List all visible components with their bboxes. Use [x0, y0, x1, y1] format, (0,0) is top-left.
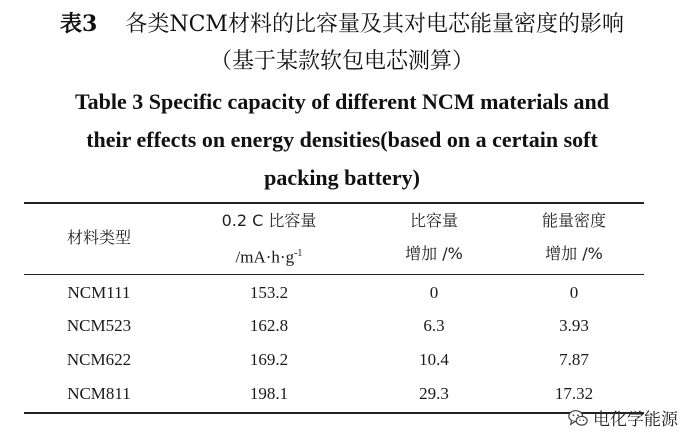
table-row-3-increase: 10.4	[419, 350, 449, 369]
table-header-rule	[24, 274, 644, 275]
caption-en-line3: packing battery)	[264, 165, 420, 190]
caption-cn-title: 各类NCM材料的比容量及其对电芯能量密度的影响	[125, 12, 624, 37]
table-row-4-material: NCM811	[67, 384, 131, 403]
table-bottom-rule	[24, 412, 644, 414]
caption-en-line2: their effects on energy densities(based on a certain soft	[86, 127, 598, 152]
table-row-2-density: 3.93	[559, 316, 589, 335]
header-increase-line1: 比容量	[409, 211, 458, 230]
table-row-3-capacity: 169.2	[249, 350, 289, 369]
header-capacity-unit: /mA·h·g	[235, 247, 295, 267]
table-row-2-material: NCM523	[66, 316, 132, 335]
header-density-line1: 能量密度	[541, 211, 606, 230]
caption-cn-line1	[0, 10, 684, 39]
table-top-rule	[24, 202, 644, 204]
table-row-2-increase: 6.3	[423, 316, 445, 335]
caption-cn-line2: （基于某款软包电芯测算）	[209, 49, 474, 74]
caption-en-line1: Table 3 Specific capacity of different NCM materials and	[74, 89, 610, 114]
header-material: 材料类型	[66, 228, 131, 247]
header-increase-line2: 增加 /%	[405, 244, 463, 263]
table-row-1-density: 0	[569, 283, 579, 302]
table-row-1-material: NCM111	[67, 283, 131, 302]
wechat-icon	[567, 407, 589, 429]
watermark-text: 电化学能源	[593, 410, 678, 430]
header-capacity-line1: 0.2 C 比容量	[221, 211, 317, 230]
table-label: 表3	[60, 11, 98, 37]
header-capacity-sup: -1	[294, 248, 303, 259]
table-row-1-increase: 0	[429, 283, 439, 302]
table-row-1-capacity: 153.2	[249, 283, 289, 302]
table-row-4-increase: 29.3	[419, 384, 449, 403]
table-row-2-capacity: 162.8	[249, 316, 289, 335]
table-row-4-capacity: 198.1	[249, 384, 289, 403]
table-row-3-material: NCM622	[66, 350, 132, 369]
header-capacity-line2	[174, 243, 364, 269]
table-row-4-density: 17.32	[554, 384, 594, 403]
table-row-3-density: 7.87	[559, 350, 589, 369]
watermark	[567, 405, 678, 430]
header-density-line2: 增加 /%	[545, 244, 603, 263]
